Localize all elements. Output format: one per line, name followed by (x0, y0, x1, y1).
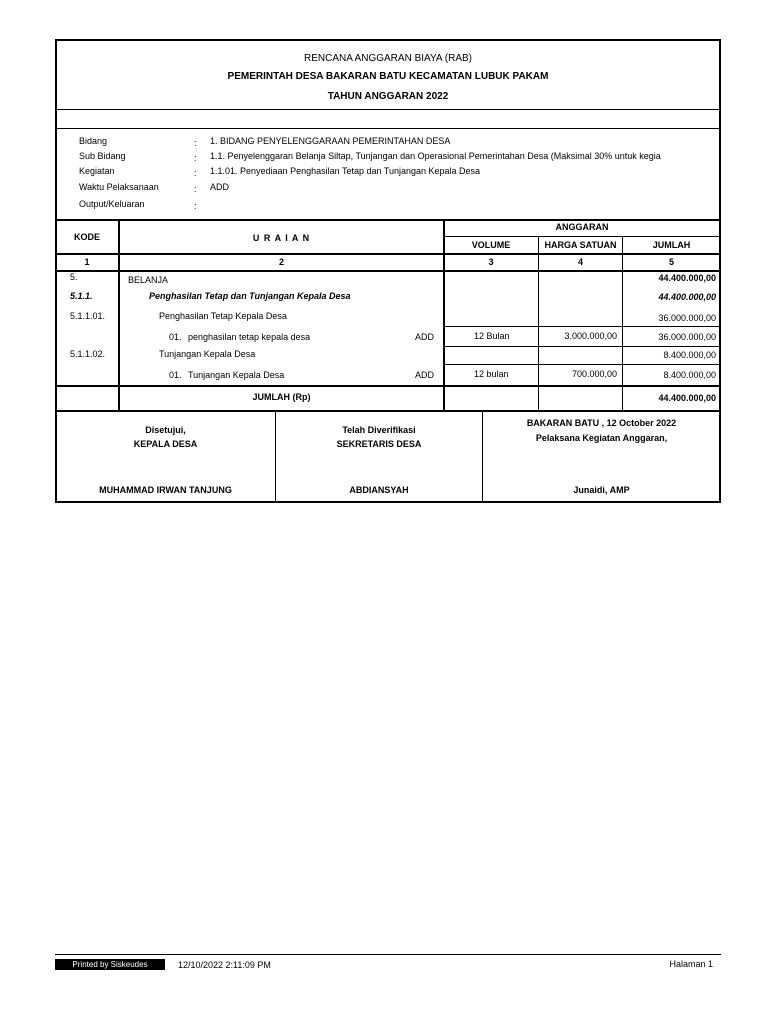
divider (444, 326, 720, 327)
row-jumlah: 8.400.000,00 (663, 350, 716, 360)
row-harga: 3.000.000,00 (564, 331, 617, 341)
info-value-bidang: 1. BIDANG PENYELENGGARAAN PEMERINTAHAN DESA (210, 136, 451, 146)
printed-by-badge (55, 959, 165, 970)
approval-caption: Disetujui, (145, 425, 186, 435)
divider (56, 109, 720, 110)
row-uraian: Penghasilan Tetap Kepala Desa (159, 311, 287, 321)
printed-by-label: Printed by Siskeudes (72, 960, 148, 969)
info-label-sub-bidang: Sub Bidang (79, 151, 126, 161)
row-volume: 12 Bulan (474, 331, 510, 341)
column-divider (118, 219, 120, 411)
verifier-name: ABDIANSYAH (349, 485, 409, 495)
column-header-jumlah: JUMLAH (652, 240, 691, 250)
row-jumlah: 36.000.000,00 (658, 332, 716, 342)
column-number: 5 (668, 257, 674, 267)
row-kode: 5.1.1. (70, 291, 93, 301)
row-jumlah: 44.400.000,00 (658, 273, 716, 283)
item-number: 01. (169, 370, 182, 380)
verification-caption: Telah Diverifikasi (342, 425, 416, 435)
row-harga: 700.000,00 (571, 369, 617, 379)
divider (56, 410, 720, 412)
row-volume: 12 bulan (474, 369, 509, 379)
column-header-volume: VOLUME (471, 240, 511, 250)
info-colon: : (194, 138, 197, 148)
row-kode: 5.1.1.02. (70, 349, 106, 359)
row-kode: 5. (70, 272, 78, 282)
column-header-harga: HARGA SATUAN (544, 240, 617, 250)
divider (56, 270, 720, 272)
item-number: 01. (169, 332, 182, 342)
divider (56, 128, 720, 129)
approver-role: KEPALA DESA (133, 439, 198, 449)
total-label: JUMLAH (Rp) (252, 392, 311, 402)
info-value-waktu: ADD (210, 182, 230, 192)
funding-source: ADD (415, 332, 435, 342)
column-header-uraian: U R A I A N (252, 233, 311, 243)
row-jumlah: 36.000.000,00 (658, 313, 716, 323)
document-title: RENCANA ANGGARAN BIAYA (RAB) (303, 53, 472, 64)
table-top-border (56, 219, 720, 221)
divider (444, 346, 720, 347)
column-number: 1 (84, 257, 90, 267)
row-uraian: penghasilan tetap kepala desa (188, 332, 311, 342)
row-kode: 5.1.1.01. (70, 311, 106, 321)
funding-source: ADD (415, 370, 435, 380)
info-colon: : (194, 153, 197, 163)
info-label-bidang: Bidang (79, 136, 108, 146)
column-number: 2 (278, 257, 284, 267)
row-uraian: Penghasilan Tetap dan Tunjangan Kepala Desa (149, 291, 351, 301)
total-value: 44.400.000,00 (658, 393, 716, 403)
info-colon: : (194, 201, 197, 211)
executor-role: Pelaksana Kegiatan Anggaran, (535, 433, 668, 443)
row-jumlah: 8.400.000,00 (663, 370, 716, 380)
info-label-output: Output/Keluaran (79, 199, 145, 209)
verifier-role: SEKRETARIS DESA (336, 439, 422, 449)
print-timestamp: 12/10/2022 2:11:09 PM (178, 960, 271, 970)
column-number: 4 (577, 257, 583, 267)
info-value-kegiatan: 1.1.01. Penyediaan Penghasilan Tetap dan Tunjangan Kepala Desa (210, 166, 481, 176)
divider (444, 236, 720, 237)
divider (56, 385, 720, 387)
column-number: 3 (488, 257, 494, 267)
column-header-anggaran: ANGGARAN (555, 222, 609, 232)
row-uraian: Tunjangan Kepala Desa (159, 349, 256, 359)
page-number: Halaman 1 (669, 959, 713, 969)
row-jumlah: 44.400.000,00 (658, 292, 716, 302)
info-value-sub-bidang: 1.1. Penyelenggaran Belanja Siltap, Tunjangan dan Operasional Pemerintahan Desa (Maksimal 30% untuk kegia (210, 151, 661, 161)
row-uraian: BELANJA (128, 275, 169, 285)
divider (444, 364, 720, 365)
info-label-kegiatan: Kegiatan (79, 166, 115, 176)
info-colon: : (194, 184, 197, 194)
info-colon: : (194, 168, 197, 178)
info-label-waktu: Waktu Pelaksanaan (79, 182, 159, 192)
fiscal-year: TAHUN ANGGARAN 2022 (327, 91, 449, 102)
divider (56, 253, 720, 255)
approver-name: MUHAMMAD IRWAN TANJUNG (99, 485, 232, 495)
footer-rule (55, 954, 721, 955)
column-header-kode: KODE (73, 232, 100, 242)
executor-name: Junaidi, AMP (573, 485, 630, 495)
document-subtitle: PEMERINTAH DESA BAKARAN BATU KECAMATAN LUBUK PAKAM (227, 71, 549, 82)
place-date: BAKARAN BATU , 12 October 2022 (526, 418, 677, 428)
row-uraian: Tunjangan Kepala Desa (188, 370, 285, 380)
